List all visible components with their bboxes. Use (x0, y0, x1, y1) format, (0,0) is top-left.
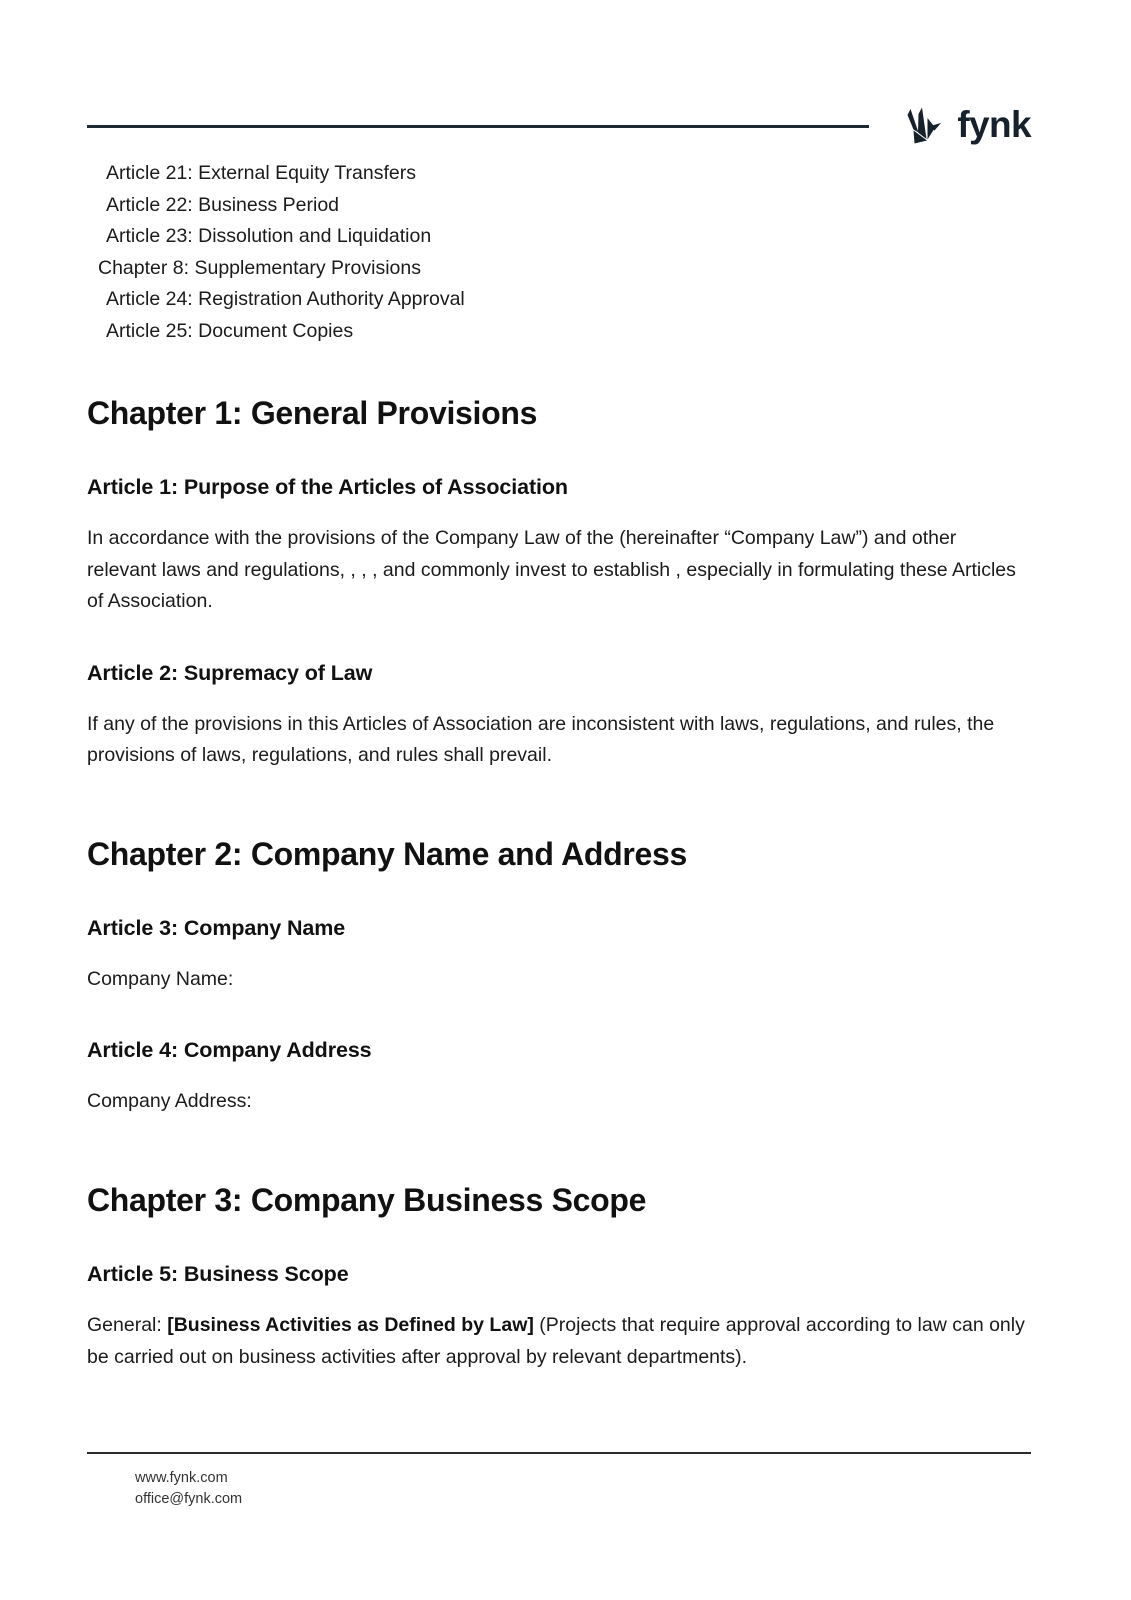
list-item[interactable]: Article 23: Dissolution and Liquidation (106, 225, 432, 247)
list-item[interactable]: Article 22: Business Period (106, 193, 340, 216)
table-of-contents (87, 158, 1031, 347)
section-spacer (87, 772, 1031, 788)
article-heading-1: Article 1: Purpose of the Articles of Association (87, 475, 568, 500)
article-body-5-lead: General: (87, 1314, 168, 1337)
footer-website[interactable]: www.fynk.com (135, 1470, 228, 1486)
footer-email[interactable]: office@fynk.com (135, 1491, 243, 1507)
article-body-5-tail: (Projects that require approval according to law can only be carried out on business activities after approval by relevant departments). (87, 1314, 1025, 1368)
article-body-2: If any of the provisions in this Articles of Association are inconsistent with laws, regulations, and rules, the provisions of laws, regulations, and rules shall prevail. (87, 712, 995, 767)
article-heading-5: Article 5: Business Scope (87, 1262, 349, 1287)
article-body-5-placeholder: [Business Activities as Defined by Law] (167, 1314, 534, 1337)
article-body-4: Company Address: (87, 1090, 252, 1113)
chapter-heading-2: Chapter 2: Company Name and Address (87, 835, 688, 872)
brand-name: fynk (957, 104, 1031, 145)
header-divider (87, 125, 869, 128)
article-heading-4: Article 4: Company Address (87, 1038, 372, 1063)
page-footer (87, 1452, 1031, 1510)
article-heading-3: Article 3: Company Name (87, 916, 346, 941)
article-body-3: Company Name: (87, 967, 234, 990)
fynk-origami-bird-icon (901, 106, 947, 146)
footer-contact (87, 1454, 1031, 1510)
list-item[interactable]: Article 21: External Equity Transfers (106, 162, 416, 184)
brand-logo (901, 106, 1031, 146)
list-item[interactable]: Chapter 8: Supplementary Provisions (98, 256, 421, 279)
article-heading-2: Article 2: Supremacy of Law (87, 660, 373, 685)
document-body (87, 158, 1031, 1373)
article-body-5 (87, 1310, 1031, 1373)
list-item[interactable]: Article 25: Document Copies (106, 319, 354, 342)
chapter-heading-1: Chapter 1: General Provisions (87, 395, 538, 431)
list-item[interactable]: Article 24: Registration Authority Approval (106, 288, 465, 310)
section-spacer (87, 1118, 1031, 1134)
chapter-heading-3: Chapter 3: Company Business Scope (87, 1181, 647, 1218)
article-body-1: In accordance with the provisions of the Company Law of the (hereinafter “Company Law”) and other relevant laws and regulations, , , , and commonly invest to establish , especially in formulating these Articles of Association. (87, 527, 1016, 613)
page-header (87, 100, 1031, 152)
